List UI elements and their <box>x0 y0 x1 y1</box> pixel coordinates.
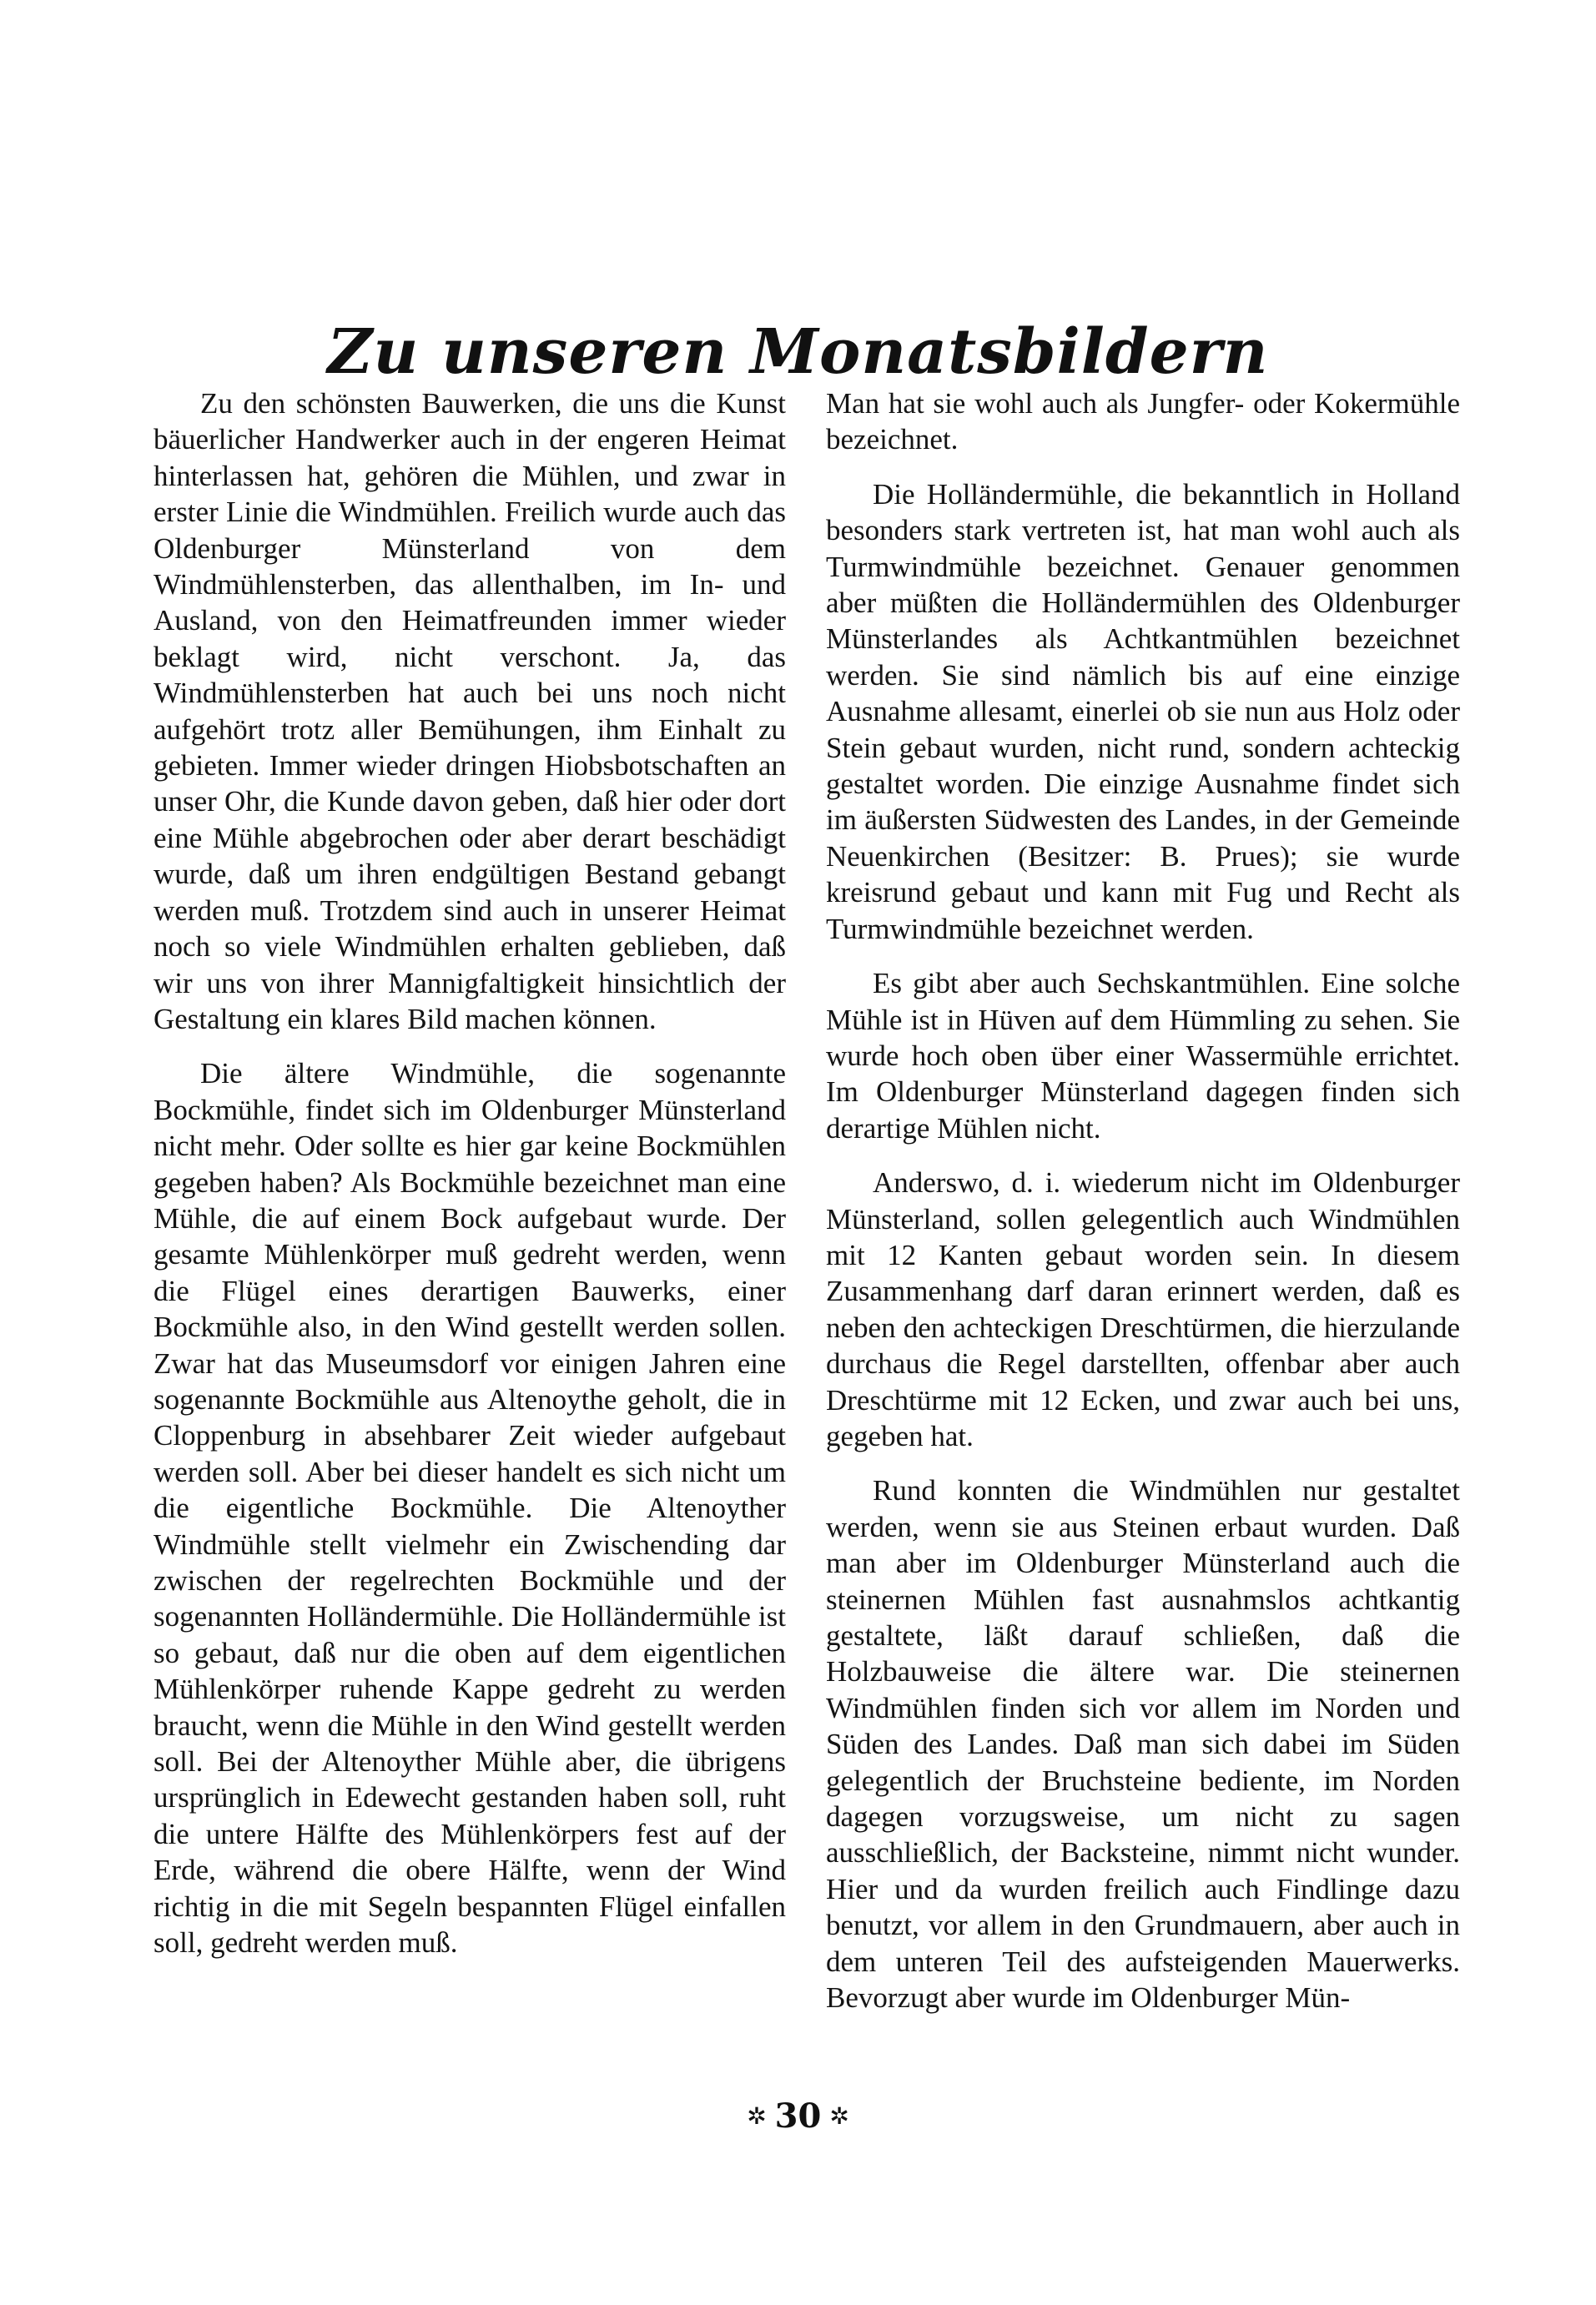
paragraph: Rund konnten die Windmühlen nur gestaltet werden, wenn sie aus Steinen erbaut wurden. Daß man aber im Oldenburger Münsterland auch die steinernen Mühlen fast ausnahmslos achtkantig gestaltete, läßt darauf schließen, daß die Holzbauweise die ältere war. Die steinernen Windmühlen finden sich vor allem im Norden und Süden des Landes. Daß man sich dabei im Süden gelegentlich der Bruchsteine bediente, im Norden dagegen vorzugsweise, um nicht zu sagen ausschließlich, der Backsteine, nimmt nicht wunder. Hier und da wurden freilich auch Findlinge dazu benutzt, vor allem in den Grundmauern, aber auch in dem unteren Teil des aufsteigenden Mauerwerks. Bevorzugt aber wurde im Oldenburger Mün- <box>826 1474 1460 2015</box>
paragraph: Man hat sie wohl auch als Jungfer- oder Kokermühle bezeichnet. <box>826 387 1460 456</box>
paragraph: Die Holländermühle, die bekanntlich in Holland besonders stark vertreten ist, hat man wohl auch als Turmwindmühle bezeichnet. Genauer genommen aber müßten die Holländermühlen des Oldenburger Münsterlandes als Achtkantmühlen bezeichnet werden. Sie sind nämlich bis auf eine einzige Ausnahme allesamt, einerlei ob sie nun aus Holz oder Stein gebaut wurden, nicht rund, sondern achteckig gestaltet worden. Die einzige Ausnahme findet sich im äußersten Südwesten des Landes, in der Gemeinde Neuenkirchen (Besitzer: B. Prues); sie wurde kreisrund gebaut und kann mit Fug und Recht als Turmwindmühle bezeichnet werden. <box>826 477 1460 945</box>
star-ornament-icon: ✲ <box>829 2102 849 2130</box>
page-number-footer <box>0 2096 1596 2136</box>
star-ornament-icon: ✲ <box>747 2102 767 2130</box>
paragraph: Die ältere Windmühle, die sogenannte Bockmühle, findet sich im Oldenburger Münsterland nicht mehr. Oder sollte es hier gar keine Bockmühlen gegeben haben? Als Bockmühle bezeichnet man eine Mühle, die auf einem Bock aufgebaut wurde. Der gesamte Mühlenkörper muß gedreht werden, wenn die Flügel eines derartigen Bauwerks, einer Bockmühle also, in den Wind gestellt werden sollen. Zwar hat das Museumsdorf vor einigen Jahren eine sogenannte Bockmühle aus Altenoythe geholt, die in Cloppenburg in absehbarer Zeit wieder aufgebaut werden soll. Aber bei dieser handelt es sich nicht um die eigentliche Bockmühle. Die Altenoyther Windmühle stellt vielmehr ein Zwischending dar zwischen der regelrechten Bockmühle und der sogenannten Holländermühle. Die Holländermühle ist so gebaut, daß nur die oben auf dem eigentlichen Mühlenkörper ruhende Kappe gedreht zu werden braucht, wenn die Mühle in den Wind gestellt werden soll. Bei der Altenoyther Mühle aber, die übrigens ursprünglich in Edewecht gestanden haben soll, ruht die untere Hälfte des Mühlenkörpers fest auf der Erde, während die obere Hälfte, wenn der Wind richtig in die mit Segeln bespannten Flügel einfallen soll, gedreht werden muß. <box>154 1057 786 1960</box>
page-number: 30 <box>774 2096 822 2136</box>
paragraph: Es gibt aber auch Sechskantmühlen. Eine solche Mühle ist in Hüven auf dem Hümmling zu sehen. Sie wurde hoch oben über einer Wassermühle errichtet. Im Oldenburger Münsterland dagegen finden sich derartige Mühlen nicht. <box>826 967 1460 1145</box>
text-column-left <box>154 385 786 1979</box>
paragraph: Zu den schönsten Bauwerken, die uns die Kunst bäuerlicher Handwerker auch in der engeren Heimat hinterlassen hat, gehören die Mühlen, und zwar in erster Linie die Windmühlen. Freilich wurde auch das Oldenburger Münsterland von dem Windmühlensterben, das allenthalben, im In- und Ausland, von den Heimatfreunden immer wieder beklagt wird, nicht verschont. Ja, das Windmühlensterben hat auch bei uns noch nicht aufgehört trotz aller Bemühungen, ihm Einhalt zu gebieten. Immer wieder dringen Hiobsbotschaften an unser Ohr, die Kunde davon geben, daß hier oder dort eine Mühle abgebrochen oder aber derart beschädigt wurde, daß um ihren endgültigen Bestand gebangt werden muß. Trotzdem sind auch in unserer Heimat noch so viele Windmühlen erhalten geblieben, daß wir uns von ihrer Mannigfaltigkeit hinsichtlich der Gestaltung ein klares Bild machen können. <box>154 387 786 1035</box>
text-column-right <box>826 385 1460 2034</box>
paragraph: Anderswo, d. i. wiederum nicht im Oldenburger Münsterland, sollen gelegentlich auch Windmühlen mit 12 Kanten gebaut worden sein. In diesem Zusammenhang darf daran erinnert werden, daß es neben den achteckigen Dreschtürmen, die hierzulande durchaus die Regel darstellten, offenbar aber auch Dreschtürme mit 12 Ecken, und zwar auch bei uns, gegeben hat. <box>826 1166 1460 1452</box>
page-title: Zu unseren Monatsbildern <box>327 315 1269 388</box>
